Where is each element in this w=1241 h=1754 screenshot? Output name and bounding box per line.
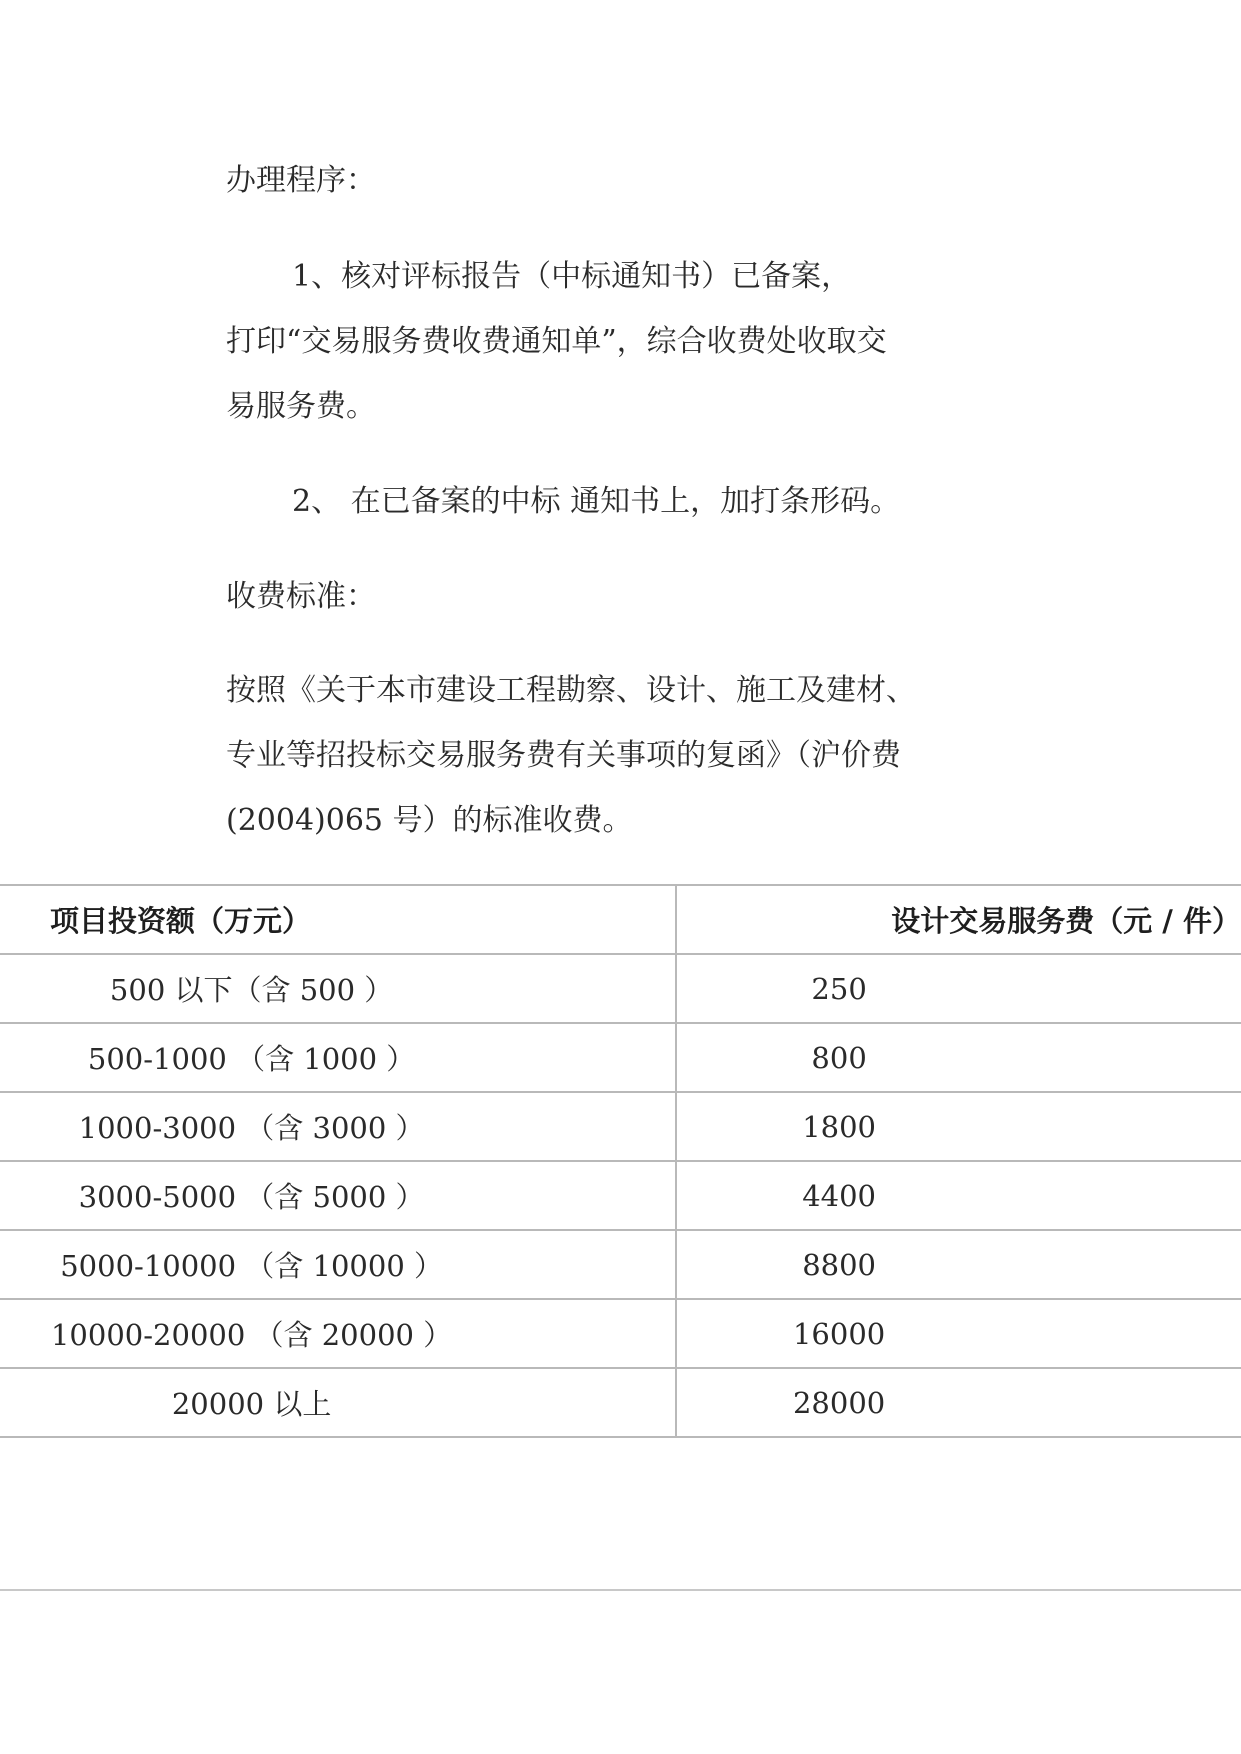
investment-cell: 20000 以上 bbox=[0, 1368, 676, 1437]
step-1-line-2: 打印“交易服务费收费通知单”，综合收费处收取交 bbox=[226, 324, 887, 359]
fee-standard-heading bbox=[226, 564, 1026, 629]
basis-line-3: (2004)065 号）的标准收费。 bbox=[226, 803, 633, 838]
step-1-line-1: 1、核对评标报告（中标通知书）已备案， bbox=[292, 259, 852, 294]
header-service-fee: 设计交易服务费（元 / 件） bbox=[676, 885, 1241, 954]
table-row bbox=[0, 1092, 1241, 1161]
step-1-line-3: 易服务费。 bbox=[226, 389, 376, 424]
fee-cell: 800 bbox=[676, 1023, 1241, 1092]
table-row bbox=[0, 1023, 1241, 1092]
fee-standard-basis bbox=[226, 658, 1026, 853]
investment-cell: 3000-5000 （含 5000 ） bbox=[0, 1161, 676, 1230]
table-row bbox=[0, 1230, 1241, 1299]
investment-cell: 10000-20000 （含 20000 ） bbox=[0, 1299, 676, 1368]
investment-cell: 5000-10000 （含 10000 ） bbox=[0, 1230, 676, 1299]
fee-standard-heading-text: 收费标准： bbox=[226, 579, 376, 614]
procedure-step-2 bbox=[226, 469, 1026, 534]
fee-cell: 8800 bbox=[676, 1230, 1241, 1299]
table-row bbox=[0, 1299, 1241, 1368]
fee-table bbox=[0, 884, 1241, 1438]
investment-cell: 500-1000 （含 1000 ） bbox=[0, 1023, 676, 1092]
table-row bbox=[0, 1161, 1241, 1230]
table-row bbox=[0, 1368, 1241, 1437]
basis-line-1: 按照《关于本市建设工程勘察、设计、施工及建材、 bbox=[226, 673, 916, 708]
procedure-step-1 bbox=[226, 244, 1026, 439]
fee-cell: 250 bbox=[676, 954, 1241, 1023]
page-divider bbox=[0, 1589, 1241, 1591]
header-investment: 项目投资额（万元） bbox=[0, 885, 676, 954]
procedure-heading-text: 办理程序： bbox=[226, 163, 376, 198]
fee-cell: 4400 bbox=[676, 1161, 1241, 1230]
fee-cell: 28000 bbox=[676, 1368, 1241, 1437]
step-2-text: 2、 在已备案的中标 通知书上，加打条形码。 bbox=[292, 484, 901, 519]
table-header-row bbox=[0, 885, 1241, 954]
fee-cell: 16000 bbox=[676, 1299, 1241, 1368]
investment-cell: 1000-3000 （含 3000 ） bbox=[0, 1092, 676, 1161]
table-row bbox=[0, 954, 1241, 1023]
investment-cell: 500 以下（含 500 ） bbox=[0, 954, 676, 1023]
basis-line-2: 专业等招投标交易服务费有关事项的复函》（沪价费 bbox=[226, 738, 901, 773]
procedure-heading bbox=[226, 148, 1026, 213]
fee-cell: 1800 bbox=[676, 1092, 1241, 1161]
